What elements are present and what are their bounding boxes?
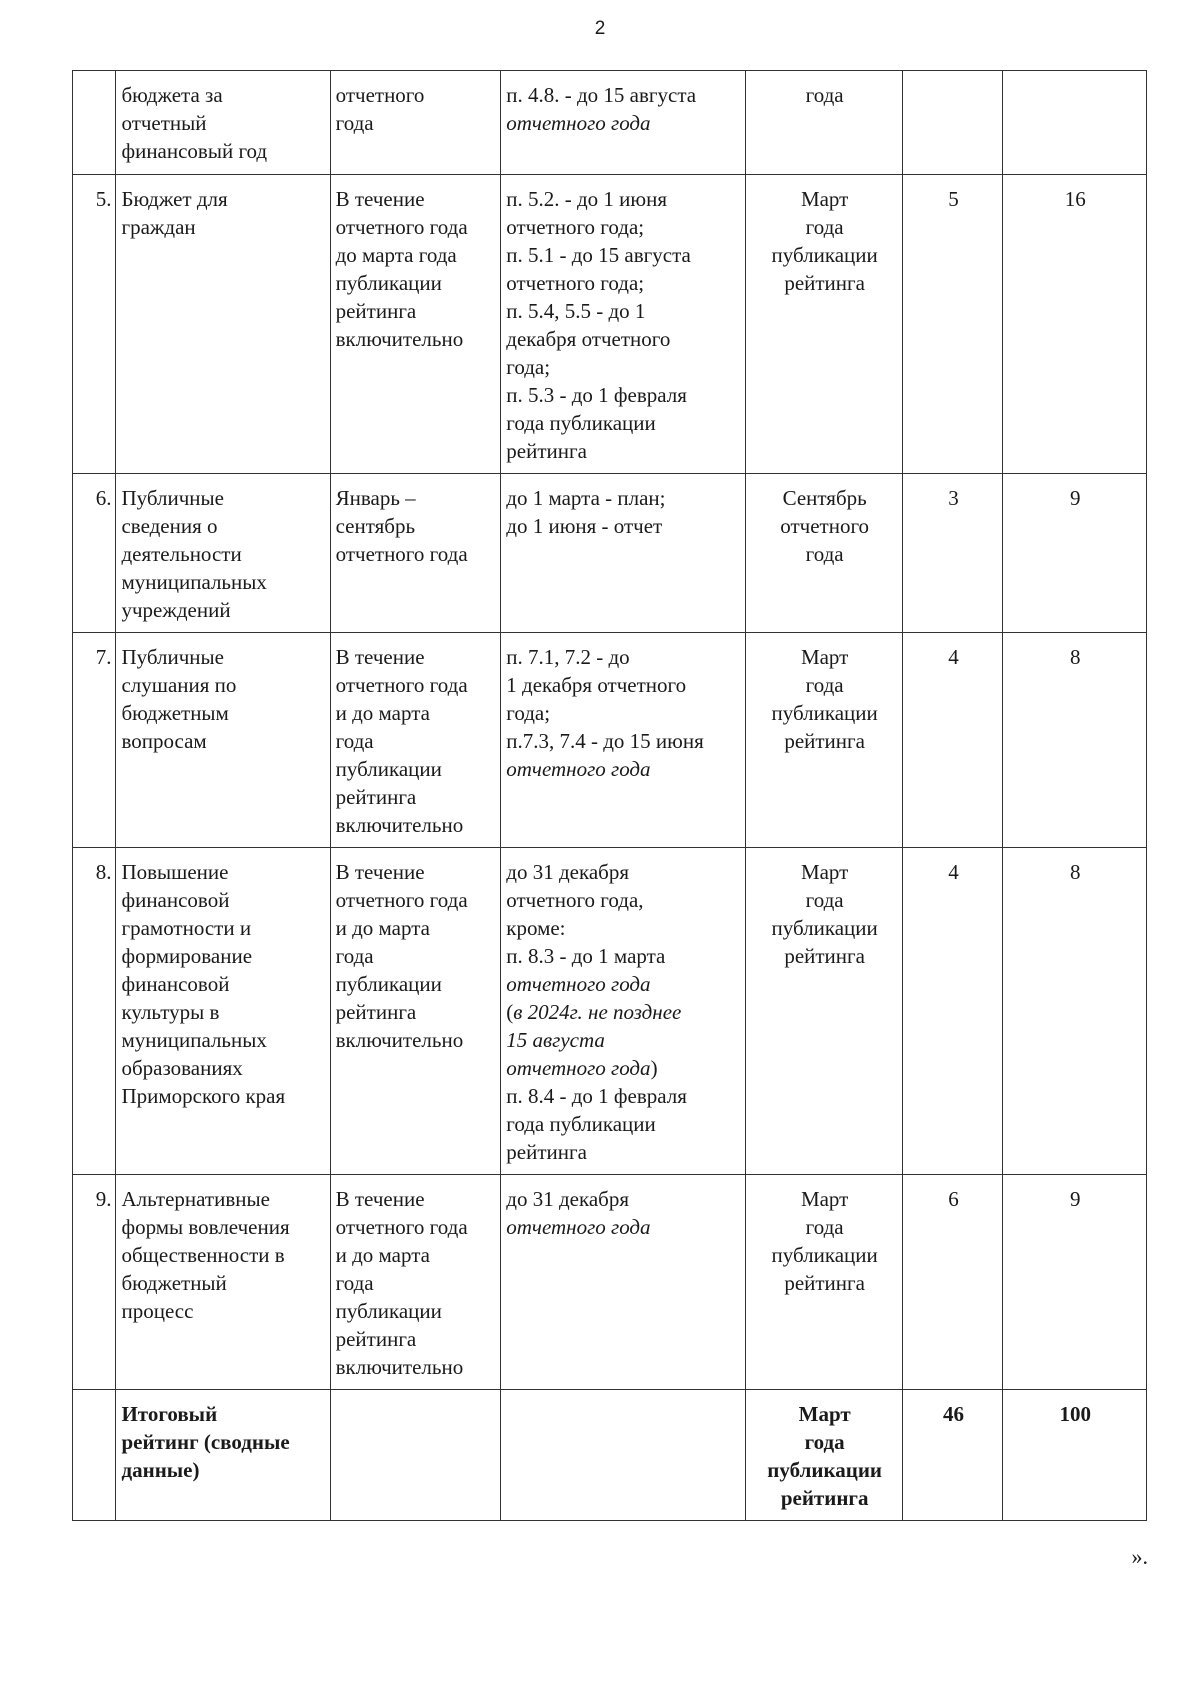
reporting-period (330, 474, 501, 633)
indicator-name (116, 474, 330, 633)
deadline-text: п. 5.1 - до 15 августа (506, 243, 691, 267)
deadline-text: года; (506, 701, 551, 725)
deadline-line (506, 1138, 741, 1166)
deadline-line (506, 727, 741, 755)
deadline-text: отчетного года; (506, 271, 645, 295)
deadline-line (506, 699, 741, 727)
reporting-period-line: рейтинга (335, 1327, 417, 1351)
row-number (73, 71, 116, 175)
publication-date (745, 474, 903, 633)
reporting-period-line: публикации (335, 271, 442, 295)
submission-deadlines (501, 71, 746, 175)
deadline-line (506, 858, 741, 886)
indicator-name-line: грамотности и (121, 916, 252, 940)
deadline-text: п. 5.2. - до 1 июня (506, 187, 668, 211)
reporting-period-line: Январь – (335, 486, 416, 510)
deadline-text: отчетного года; (506, 215, 645, 239)
indicator-name-line: Публичные (121, 645, 224, 669)
reporting-period-line: отчетного года (335, 673, 468, 697)
deadline-text: п.7.3, 7.4 - до 15 июня (506, 729, 704, 753)
indicator-name-line: слушания по (121, 673, 237, 697)
reporting-period-line: года (335, 111, 374, 135)
indicator-name-line: культуры в (121, 1000, 220, 1024)
publication-date-line: Март (800, 645, 849, 669)
deadline-line (506, 512, 741, 540)
max-points: 100 (1003, 1390, 1147, 1521)
publication-date-line: публикации (771, 916, 878, 940)
deadline-line (506, 297, 741, 325)
publication-date-line: рейтинга (784, 944, 865, 968)
deadline-line (506, 914, 741, 942)
indicator-name-line: Итоговый (121, 1402, 218, 1426)
reporting-period-line: В течение (335, 645, 425, 669)
indicator-name-line: Приморского края (121, 1084, 286, 1108)
rating-table (72, 70, 1147, 1521)
publication-date-line: года (805, 888, 844, 912)
deadline-line (506, 1185, 741, 1213)
publication-date-line: Март (798, 1402, 851, 1426)
indicator-name-line: образованиях (121, 1056, 243, 1080)
deadline-line (506, 353, 741, 381)
max-points: 8 (1003, 633, 1147, 848)
deadline-line (506, 886, 741, 914)
publication-date-line: публикации (771, 701, 878, 725)
submission-deadlines (501, 1390, 746, 1521)
publication-date-line: рейтинга (784, 1271, 865, 1295)
closing-quote-mark: ». (1131, 1544, 1148, 1569)
deadline-text: до 31 декабря (506, 860, 630, 884)
publication-date (745, 175, 903, 474)
max-points (1003, 71, 1147, 175)
reporting-period (330, 848, 501, 1175)
submission-deadlines (501, 175, 746, 474)
publication-date-line: года (805, 83, 844, 107)
deadline-line (506, 185, 741, 213)
indicator-name-line: формирование (121, 944, 253, 968)
indicator-name-line: финансовой (121, 972, 230, 996)
deadline-text: кроме: (506, 916, 566, 940)
reporting-period-line: отчетного (335, 83, 425, 107)
table-row (73, 71, 1147, 175)
indicator-name-line: Повышение (121, 860, 229, 884)
publication-date-line: Март (800, 860, 849, 884)
page-number: 2 (594, 18, 606, 39)
row-number: 5. (73, 175, 116, 474)
deadline-line (506, 437, 741, 465)
indicator-name (116, 1175, 330, 1390)
reporting-period-line: и до марта (335, 1243, 430, 1267)
reporting-period-line: включительно (335, 1028, 464, 1052)
deadline-text: отчетного года (506, 111, 651, 135)
indicator-name-line: деятельности (121, 542, 242, 566)
indicator-name-line: муниципальных (121, 570, 267, 594)
publication-date-line: рейтинга (784, 271, 865, 295)
reporting-period-line: и до марта (335, 701, 430, 725)
deadline-text: 1 декабря отчетного (506, 673, 687, 697)
reporting-period-line: сентябрь (335, 514, 416, 538)
deadline-text: ( (506, 1000, 514, 1024)
reporting-period (330, 633, 501, 848)
max-score: 5 (903, 175, 1003, 474)
publication-date-line: отчетного (780, 514, 870, 538)
deadline-text: декабря отчетного (506, 327, 671, 351)
deadline-line (506, 671, 741, 699)
deadline-text: в 2024г. не позднее (513, 1000, 682, 1024)
deadline-line (506, 643, 741, 671)
reporting-period-line: В течение (335, 187, 425, 211)
indicator-name (116, 71, 330, 175)
submission-deadlines (501, 474, 746, 633)
deadline-line (506, 241, 741, 269)
indicator-name (116, 1390, 330, 1521)
indicator-name-line: граждан (121, 215, 196, 239)
deadline-text: до 1 марта - план; (506, 486, 666, 510)
deadline-text: до 1 июня - отчет (506, 514, 663, 538)
indicator-name-line: данные) (121, 1458, 200, 1482)
max-score: 4 (903, 633, 1003, 848)
row-number: 9. (73, 1175, 116, 1390)
reporting-period (330, 71, 501, 175)
deadline-line (506, 970, 741, 998)
indicator-name-line: процесс (121, 1299, 194, 1323)
reporting-period-line: года (335, 729, 374, 753)
reporting-period (330, 175, 501, 474)
max-score: 4 (903, 848, 1003, 1175)
row-number: 6. (73, 474, 116, 633)
reporting-period-line: отчетного года (335, 888, 468, 912)
indicator-name (116, 175, 330, 474)
reporting-period-line: В течение (335, 860, 425, 884)
table-row (73, 633, 1147, 848)
publication-date-line: публикации (767, 1458, 883, 1482)
submission-deadlines (501, 848, 746, 1175)
reporting-period-line: публикации (335, 972, 442, 996)
indicator-name-line: бюджета за (121, 83, 223, 107)
deadline-line (506, 325, 741, 353)
publication-date-line: публикации (771, 1243, 878, 1267)
reporting-period (330, 1390, 501, 1521)
deadline-text: отчетного года (506, 757, 651, 781)
reporting-period-line: года (335, 944, 374, 968)
deadline-text: п. 4.8. - до 15 августа (506, 83, 697, 107)
row-number: 7. (73, 633, 116, 848)
reporting-period-line: включительно (335, 327, 464, 351)
reporting-period (330, 1175, 501, 1390)
deadline-line (506, 1082, 741, 1110)
deadline-text: 15 августа (506, 1028, 605, 1052)
deadline-line (506, 109, 741, 137)
publication-date-line: года (805, 673, 844, 697)
max-points: 8 (1003, 848, 1147, 1175)
publication-date-line: года (805, 215, 844, 239)
indicator-name-line: вопросам (121, 729, 207, 753)
deadline-line (506, 1110, 741, 1138)
reporting-period-line: рейтинга (335, 785, 417, 809)
publication-date-line: года (805, 542, 844, 566)
reporting-period-line: отчетного года (335, 542, 468, 566)
publication-date-line: Сентябрь (782, 486, 867, 510)
table-row (73, 474, 1147, 633)
publication-date (745, 848, 903, 1175)
indicator-name-line: общественности в (121, 1243, 285, 1267)
indicator-name (116, 633, 330, 848)
row-number: 8. (73, 848, 116, 1175)
publication-date (745, 71, 903, 175)
publication-date-line: Март (800, 1187, 849, 1211)
max-score (903, 71, 1003, 175)
deadline-line (506, 942, 741, 970)
total-row (73, 1390, 1147, 1521)
reporting-period-line: рейтинга (335, 1000, 417, 1024)
deadline-line (506, 269, 741, 297)
deadline-line (506, 213, 741, 241)
submission-deadlines (501, 1175, 746, 1390)
deadline-text: отчетного года (506, 1056, 651, 1080)
indicator-name-line: Бюджет для (121, 187, 228, 211)
deadline-line (506, 998, 741, 1026)
deadline-text: года публикации (506, 411, 656, 435)
publication-date-line: Март (800, 187, 849, 211)
deadline-text: отчетного года (506, 1215, 651, 1239)
reporting-period-line: включительно (335, 1355, 464, 1379)
indicator-name-line: финансовой (121, 888, 230, 912)
reporting-period-line: отчетного года (335, 215, 468, 239)
reporting-period-line: В течение (335, 1187, 425, 1211)
max-points: 9 (1003, 474, 1147, 633)
max-score: 6 (903, 1175, 1003, 1390)
table-row (73, 848, 1147, 1175)
publication-date-line: рейтинга (784, 729, 865, 753)
deadline-line (506, 409, 741, 437)
indicator-name-line: Альтернативные (121, 1187, 270, 1211)
indicator-name-line: бюджетный (121, 1271, 227, 1295)
publication-date-line: года (804, 1430, 845, 1454)
publication-date (745, 1175, 903, 1390)
max-score: 46 (903, 1390, 1003, 1521)
submission-deadlines (501, 633, 746, 848)
indicator-name-line: муниципальных (121, 1028, 267, 1052)
indicator-name-line: финансовый год (121, 139, 268, 163)
deadline-text: ) (650, 1056, 658, 1080)
deadline-text: рейтинга (506, 1140, 587, 1164)
reporting-period-line: публикации (335, 1299, 442, 1323)
table-row (73, 1175, 1147, 1390)
deadline-text: п. 5.3 - до 1 февраля (506, 383, 687, 407)
deadline-text: отчетного года, (506, 888, 644, 912)
indicator-name-line: Публичные (121, 486, 224, 510)
row-number (73, 1390, 116, 1521)
max-points: 16 (1003, 175, 1147, 474)
max-score: 3 (903, 474, 1003, 633)
deadline-text: рейтинга (506, 439, 587, 463)
deadline-text: п. 8.4 - до 1 февраля (506, 1084, 687, 1108)
indicator-name-line: формы вовлечения (121, 1215, 290, 1239)
deadline-text: до 31 декабря (506, 1187, 630, 1211)
indicator-name-line: учреждений (121, 598, 231, 622)
reporting-period-line: включительно (335, 813, 464, 837)
reporting-period-line: рейтинга (335, 299, 417, 323)
deadline-line (506, 484, 741, 512)
deadline-text: п. 5.4, 5.5 - до 1 (506, 299, 646, 323)
reporting-period-line: публикации (335, 757, 442, 781)
deadline-text: п. 7.1, 7.2 - до (506, 645, 630, 669)
deadline-line (506, 1213, 741, 1241)
reporting-period-line: года (335, 1271, 374, 1295)
deadline-text: отчетного года (506, 972, 651, 996)
table-row (73, 175, 1147, 474)
deadline-text: года; (506, 355, 551, 379)
deadline-text: п. 8.3 - до 1 марта (506, 944, 666, 968)
deadline-line (506, 81, 741, 109)
reporting-period-line: до марта года (335, 243, 457, 267)
table-body (73, 71, 1147, 1521)
reporting-period-line: и до марта (335, 916, 430, 940)
deadline-line (506, 1054, 741, 1082)
deadline-line (506, 381, 741, 409)
indicator-name (116, 848, 330, 1175)
deadline-line (506, 1026, 741, 1054)
indicator-name-line: рейтинг (сводные (121, 1430, 290, 1454)
indicator-name-line: сведения о (121, 514, 218, 538)
deadline-text: года публикации (506, 1112, 656, 1136)
publication-date (745, 633, 903, 848)
indicator-name-line: бюджетным (121, 701, 229, 725)
publication-date-line: года (805, 1215, 844, 1239)
publication-date-line: рейтинга (780, 1486, 869, 1510)
publication-date (745, 1390, 903, 1521)
deadline-line (506, 755, 741, 783)
reporting-period-line: отчетного года (335, 1215, 468, 1239)
max-points: 9 (1003, 1175, 1147, 1390)
indicator-name-line: отчетный (121, 111, 207, 135)
publication-date-line: публикации (771, 243, 878, 267)
